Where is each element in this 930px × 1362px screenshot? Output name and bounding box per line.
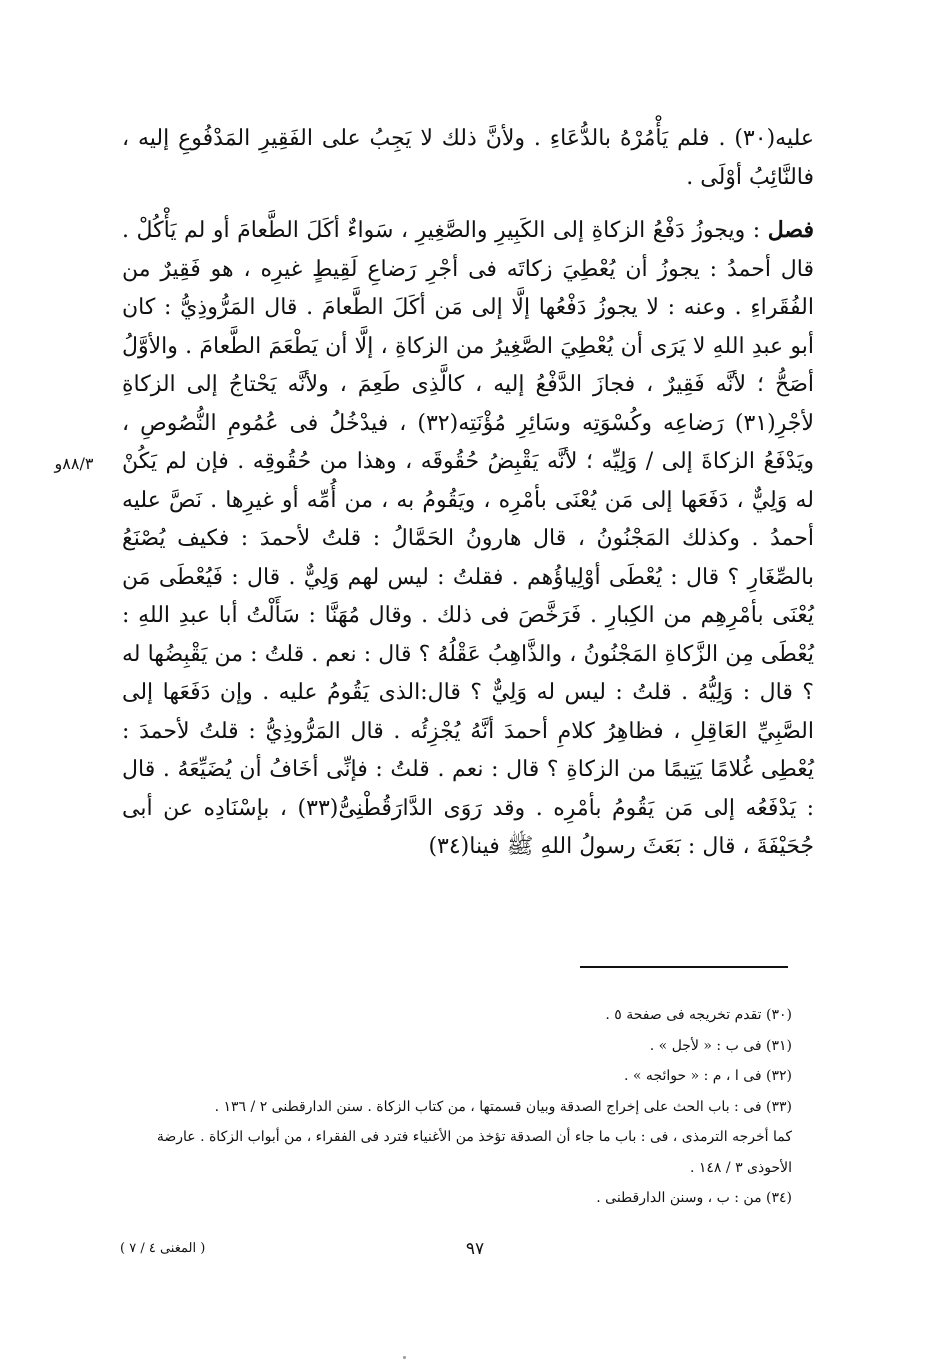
footnote-32: (٣٢) فى ا ، م : « حوائجه » .	[624, 1068, 792, 1084]
margin-folio-note: ٨٨/٣و	[54, 454, 94, 473]
printer-signature: ( المغنى ٤ / ٧ )	[120, 1241, 206, 1256]
footnote-33-continued: كما أخرجه الترمذى ، فى : باب ما جاء أن الصدقة تؤخذ من الأغنياء فترد فى الفقراء ، من أبواب الزكاة . عارضة الأحوذى ٣ / ١٤٨ .	[156, 1129, 792, 1176]
footnote-separator	[580, 966, 788, 968]
paragraph-1: عليه(٣٠) . فلم يَأْمُرْهُ بالدُّعَاءِ . ولأنَّ ذلك لا يَجِبُ على الفَقِيرِ المَدْفُوعِ إليه ، فالنَّائِبُ أوْلَى .	[122, 126, 814, 190]
footnote-34: (٣٤) من : ب ، وسنن الدارقطنى .	[596, 1190, 792, 1206]
footnotes	[122, 1000, 792, 1214]
main-text	[122, 120, 814, 867]
footnote-31: (٣١) فى ب : « لأجل » .	[649, 1037, 792, 1054]
paragraph-2-body: : ويجوزُ دَفْعُ الزكاةِ إلى الكَبِيرِ والصَّغِيرِ ، سَواءٌ أكَلَ الطَّعامَ أو لم يَأْكُلْ . قال أحمدُ : يجوزُ أن يُعْطِيَ زكاتَه فى أجْرِ رَضاعِ لَقِيطٍ غيرِه ، هو فَقِيرٌ من الفُقَراءِ . وعنه : لا يجوزُ دَفْعُها إلَّا إلى مَن أكَلَ الطَّعامَ . قال المَرُّوذِيُّ : كان أبو عبدِ اللهِ لا يَرَى أن يُعْطِيَ الصَّغِيرُ من الزكاةِ ، إلَّا أن يَطْعَمَ الطَّعامَ . والأوَّلُ أصَحُّ ؛ لأنَّه فَقِيرٌ ، فجازَ الدَّفْعُ إليه ، كالَّذِى طَعِمَ ، ولأنَّه يَحْتاجُ إلى الزكاةِ لأجْرِ(٣١) رَضاعِه وكُسْوَتِه وسَائِرِ مُؤْنَتِه(٣٢) ، فيدْخُلُ فى عُمُومِ النُّصُوصِ ، ويَدْفَعُ الزكاةَ إلى / وَلِيِّه ؛ لأنَّه يَقْبِضُ حُقُوقَه ، وهذا من حُقُوقِه . فإن لم يَكُنْ له وَلِيٌّ ، دَفَعَها إلى مَن يُعْنَى بأمْرِه ، ويَقُومُ به ، من أُمِّه أو غيرِها . نَصَّ عليه أحمدُ . وكذلك المَجْنُونُ ، قال هارونُ الحَمَّالُ : قلتُ لأحمدَ : فكيف يُصْنَعُ بالصِّغَارِ ؟ قال : يُعْطَى أوْلِياؤُهم . فقلتُ : ليس لهم وَلِيٌّ . قال : فَيُعْطَى مَن يُعْنَى بأمْرِهِم من الكِبارِ . فَرَخَّصَ فى ذلك . وقال مُهَنَّا : سَأَلْتُ أبا عبدِ اللهِ : يُعْطَى مِن الزَّكاةِ المَجْنُونُ ، والذَّاهِبُ عَقْلُهُ ؟ قال : نعم . قلتُ : من يَقْبِضُها له ؟ قال : وَلِيُّهُ . قلتُ : ليس له وَلِيٌّ ؟ قال:الذى يَقُومُ عليه . وإن دَفَعَها إلى الصَّبِيِّ العَاقِلِ ، فظاهِرُ كلامِ أحمدَ أنَّهُ يُجْزِئُه . قال المَرُّوذِيُّ : قلتُ لأحمدَ : يُعْطِى غُلامًا يَتِيمًا من الزكاةِ ؟ قال : نعم . قلتُ : فإنِّى أخَافُ أن يُضَيِّعَهُ . قال : يَدْفَعُه إلى مَن يَقُومُ بأمْرِه . وقد رَوَى الدَّارَقُطْنِىُّ(٣٣) ، بإسْنَادِه عن أبى جُحَيْفَةَ ، قال : بَعَثَ رسولُ اللهِ ﷺ فينا(٣٤)	[122, 218, 815, 859]
paragraph-2	[122, 211, 814, 867]
page-number: ٩٧	[465, 1239, 485, 1259]
footnote-30: (٣٠) تقدم تخريجه فى صفحة ٥ .	[605, 1007, 792, 1023]
scan-speck	[403, 1356, 406, 1359]
fasl-heading: فصل	[767, 217, 814, 243]
footnote-33: (٣٣) فى : باب الحث على إخراج الصدقة وبيان قسمتها ، من كتاب الزكاة . سنن الدارقطنى ٢ / ١٣٦ .	[214, 1098, 792, 1115]
